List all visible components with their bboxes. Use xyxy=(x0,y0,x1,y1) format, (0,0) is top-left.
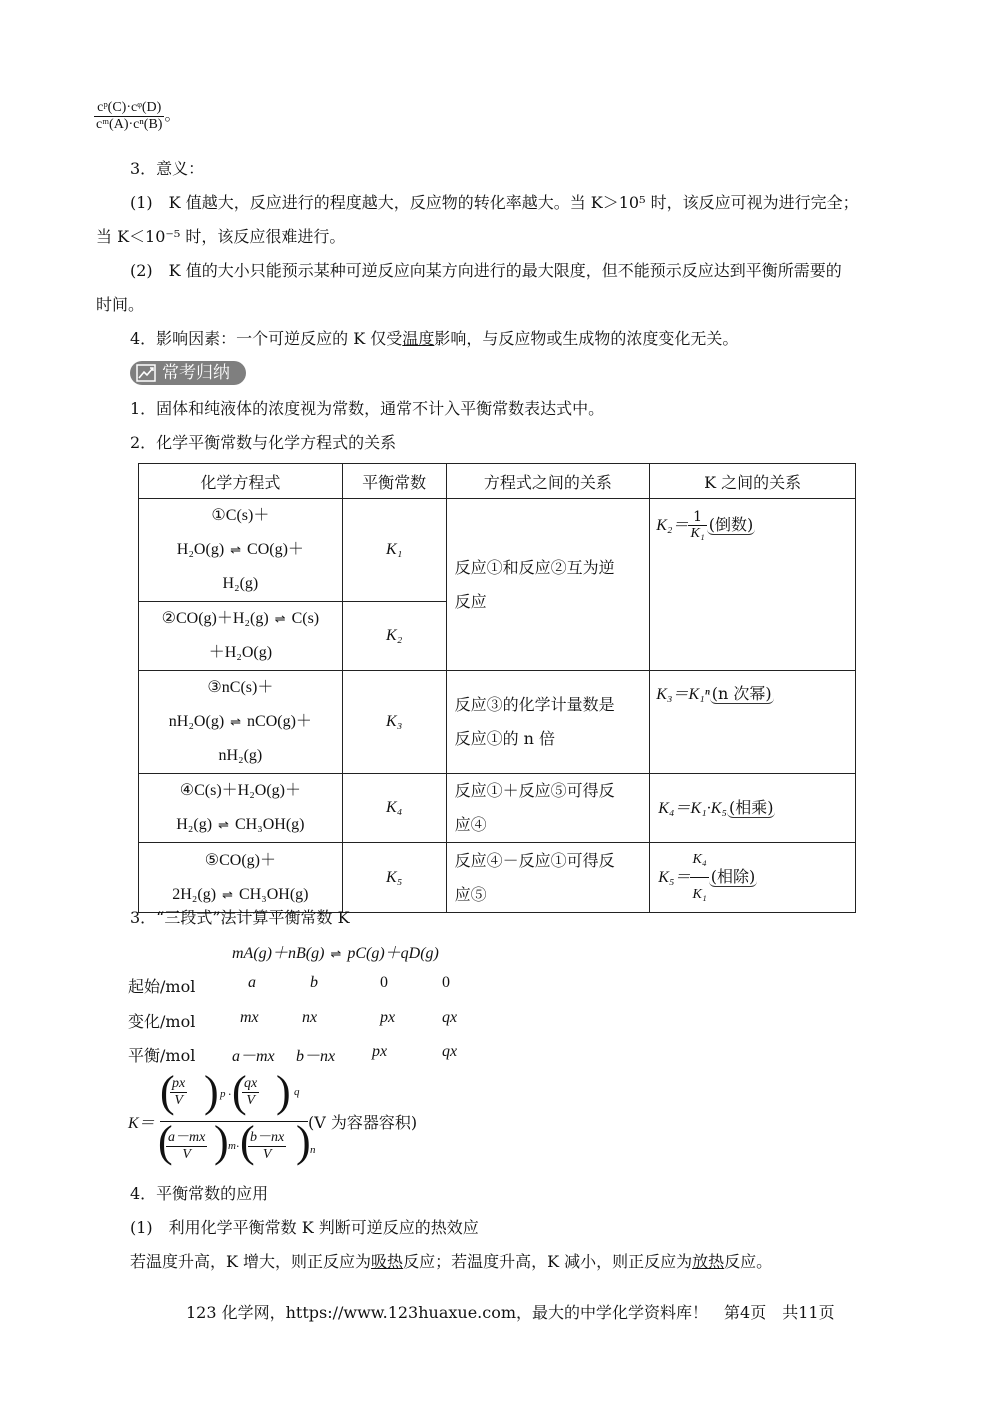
r4-line2b: CH₃OH(g) xyxy=(234,816,305,833)
s4b-p1: (1) 利用化学平衡常数 K 判断可逆反应的热效应 xyxy=(130,1218,479,1237)
frac-num: qx xyxy=(244,1076,258,1091)
r3-line1: ③nC(s)＋ xyxy=(207,679,274,696)
exp: n xyxy=(310,1144,316,1156)
equilibrium-arrow-icon: ⇌ xyxy=(230,542,242,557)
row2-equation xyxy=(139,602,343,671)
stage-value: px xyxy=(372,1043,388,1060)
r1-kr-pre: K₂＝ xyxy=(656,517,689,534)
r4-rel-b: 应④ xyxy=(454,815,487,834)
formula-tail: 。 xyxy=(164,107,181,125)
frac-num: b－nx xyxy=(250,1130,285,1145)
s4b-ul1: 吸热 xyxy=(371,1252,404,1271)
stage-value: b xyxy=(310,974,318,991)
r2-line1b: C(s) xyxy=(291,610,320,627)
r5-kr-note: (相除) xyxy=(710,867,756,886)
r1-rel-b: 反应 xyxy=(454,591,487,611)
k-note: (V 为容器容积) xyxy=(308,1113,418,1132)
exp: m xyxy=(228,1140,236,1152)
row4-k-relation xyxy=(650,774,856,843)
exp: p xyxy=(220,1088,226,1100)
stage-value: mx xyxy=(240,1009,259,1026)
stage-label: 起始/mol xyxy=(128,977,196,996)
page-footer: 123 化学网，https://www.123huaxue.com，最大的中学化学资料库！ 第4页 共11页 xyxy=(186,1303,835,1322)
s4b-title: 4．平衡常数的应用 xyxy=(130,1184,269,1203)
stage-value: 0 xyxy=(442,974,450,991)
stage-value: px xyxy=(380,1009,396,1026)
r1-kr-den: K₁ xyxy=(690,526,705,541)
r3-rel-b: 反应①的 n 倍 xyxy=(454,729,556,748)
stage-value: 0 xyxy=(380,974,388,991)
r4-kr-note: (相乘) xyxy=(728,797,774,817)
stage-row-equilibrium xyxy=(128,1043,528,1067)
row5-relation xyxy=(446,843,650,913)
stage-value: nx xyxy=(302,1009,318,1026)
r4-line2a: H₂(g) xyxy=(176,816,213,833)
r4-rel-a: 反应①＋反应⑤可得反 xyxy=(454,781,615,800)
stage-value: b－nx xyxy=(296,1048,336,1065)
item-1: 1．固体和纯液体的浓度视为常数，通常不计入平衡常数表达式中。 xyxy=(130,399,605,418)
s3-title: 3．意义： xyxy=(130,159,205,178)
badge-label: 常考归纳 xyxy=(162,363,230,383)
row4-k: K₄ xyxy=(342,774,446,843)
r2-line2: ＋H₂O(g) xyxy=(208,644,273,661)
s4b-p2-b: 反应；若温度升高，K 减小，则正反应为 xyxy=(403,1252,693,1271)
r1-line3: H₂(g) xyxy=(222,575,259,592)
r5-line1: ⑤CO(g)＋ xyxy=(204,851,276,869)
stage-label: 平衡/mol xyxy=(128,1046,196,1065)
three-stage-equation xyxy=(232,940,439,963)
item-2: 2．化学平衡常数与化学方程式的关系 xyxy=(130,433,397,452)
equilibrium-arrow-icon: ⇌ xyxy=(330,946,342,961)
eq-right: pC(g)＋qD(g) xyxy=(347,945,439,962)
r4-line1: ④C(s)＋H₂O(g)＋ xyxy=(179,782,301,799)
s4b-p2-a: 若温度升高，K 增大，则正反应为 xyxy=(130,1252,372,1271)
stage-value: a xyxy=(248,974,256,991)
stage-value: qx xyxy=(442,1009,458,1026)
r3-kr-note: (n 次幂) xyxy=(711,684,772,703)
row4-equation xyxy=(139,774,343,843)
chart-trend-icon xyxy=(136,364,156,382)
equilibrium-arrow-icon: ⇌ xyxy=(230,714,242,729)
relation-table xyxy=(138,463,856,913)
eq-left: mA(g)＋nB(g) xyxy=(232,945,325,962)
s4-underlined: 温度 xyxy=(402,329,435,348)
top-formula xyxy=(94,100,180,133)
r2-line1a: ②CO(g)＋H₂(g) xyxy=(161,610,269,627)
row3-k-relation xyxy=(650,671,856,774)
row3-relation xyxy=(446,671,650,774)
frac-den: V xyxy=(242,1092,259,1109)
row5-equation xyxy=(139,843,343,913)
row4-relation xyxy=(446,774,650,843)
r5-line2a: 2H₂(g) xyxy=(172,885,217,903)
k-fraction-bar xyxy=(160,1121,308,1122)
r5-kr-pre: K₅＝ xyxy=(658,869,691,886)
formula-numerator: cᵖ(C)·cᵠ(D) xyxy=(97,100,162,115)
s4-post: 影响，与反应物或生成物的浓度变化无关。 xyxy=(434,329,739,348)
r5-kr-num: K₄ xyxy=(692,852,707,867)
row1-k: K₁ xyxy=(342,499,446,602)
exp: q xyxy=(294,1086,300,1098)
r5-rel-b: 应⑤ xyxy=(454,884,487,904)
r3-line2a: nH₂O(g) xyxy=(168,713,225,730)
stage-row-change xyxy=(128,1009,528,1033)
k-denominator: ( $\frac{a-mx}{V}$ ) m · ( $\frac{b-nx}{V}$ ) n xyxy=(158,1117,316,1166)
s4b-p2-c: 反应。 xyxy=(724,1252,773,1271)
r1-line2b: CO(g)＋ xyxy=(247,541,304,558)
r1-kr-note: (倒数) xyxy=(708,515,754,534)
row1-equation xyxy=(139,499,343,602)
row3-k: K₃ xyxy=(342,671,446,774)
r1-rel-a: 反应①和反应②互为逆 xyxy=(454,557,615,577)
frac-num: px xyxy=(172,1076,186,1091)
k-expression xyxy=(128,1067,528,1170)
s3-p2-b: 时间。 xyxy=(96,295,145,314)
frac-den: V xyxy=(166,1146,207,1163)
header-eq-relation: 方程式之间的关系 xyxy=(446,464,650,499)
r3-line3: nH₂(g) xyxy=(218,747,263,764)
k-lhs: K＝ xyxy=(128,1115,155,1132)
s4-influence xyxy=(130,326,738,349)
s3-p1-b: 当 K＜10⁻⁵ 时，该反应很难进行。 xyxy=(96,227,346,246)
stage-value: qx xyxy=(442,1043,458,1060)
r5-rel-a: 反应④－反应①可得反 xyxy=(454,850,615,870)
frac-den: V xyxy=(248,1146,286,1163)
s3b-title: 3．“三段式”法计算平衡常数 K xyxy=(130,908,350,927)
section-badge xyxy=(130,361,246,385)
r1-line2a: H₂O(g) xyxy=(176,541,225,558)
s3-p2-a: (2) K 值的大小只能预示某种可逆反应向某方向进行的最大限度，但不能预示反应达到平衡所需要的 xyxy=(130,261,842,280)
header-k-relation: K 之间的关系 xyxy=(650,464,856,499)
stage-label: 变化/mol xyxy=(128,1012,196,1031)
header-equation: 化学方程式 xyxy=(139,464,343,499)
formula-denominator: cᵐ(A)·cⁿ(B) xyxy=(96,117,163,132)
row5-k: K₅ xyxy=(342,843,446,913)
equilibrium-arrow-icon: ⇌ xyxy=(274,611,286,626)
s3-p1-a: (1) K 值越大，反应进行的程度越大，反应物的转化率越大。当 K＞10⁵ 时，该反应可视为进行完全； xyxy=(130,193,859,212)
r4-kr: K₄＝K₁·K₅ xyxy=(658,799,727,817)
row12-k-relation xyxy=(650,499,856,671)
r1-line1: ①C(s)＋ xyxy=(211,507,270,524)
s4-pre: 4．影响因素：一个可逆反应的 K 仅受 xyxy=(130,329,403,348)
frac-num: a－mx xyxy=(168,1130,206,1145)
row3-equation xyxy=(139,671,343,774)
s4b-p2 xyxy=(130,1249,772,1272)
s4b-ul2: 放热 xyxy=(692,1252,725,1271)
frac-den: V xyxy=(170,1092,187,1109)
k-numerator: ( $\frac{px}{V}$ ) p · ( $\frac{qx}{V}$ ) q xyxy=(160,1067,300,1116)
r3-line2b: nCO(g)＋ xyxy=(247,713,312,730)
r5-line2b: CH₃OH(g) xyxy=(238,885,309,903)
row2-k: K₂ xyxy=(342,602,446,671)
header-constant: 平衡常数 xyxy=(342,464,446,499)
row12-relation xyxy=(446,499,650,671)
r5-kr-den: K₁ xyxy=(690,877,708,912)
r3-kr: K₃＝K₁ⁿ xyxy=(656,686,710,703)
equilibrium-arrow-icon: ⇌ xyxy=(218,817,229,832)
stage-row-start xyxy=(128,974,528,998)
row5-k-relation xyxy=(650,843,856,913)
equilibrium-arrow-icon: ⇌ xyxy=(222,886,233,902)
stage-value: a－mx xyxy=(232,1048,275,1065)
r1-kr-num: 1 xyxy=(693,509,703,525)
r3-rel-a: 反应③的化学计量数是 xyxy=(454,695,615,714)
